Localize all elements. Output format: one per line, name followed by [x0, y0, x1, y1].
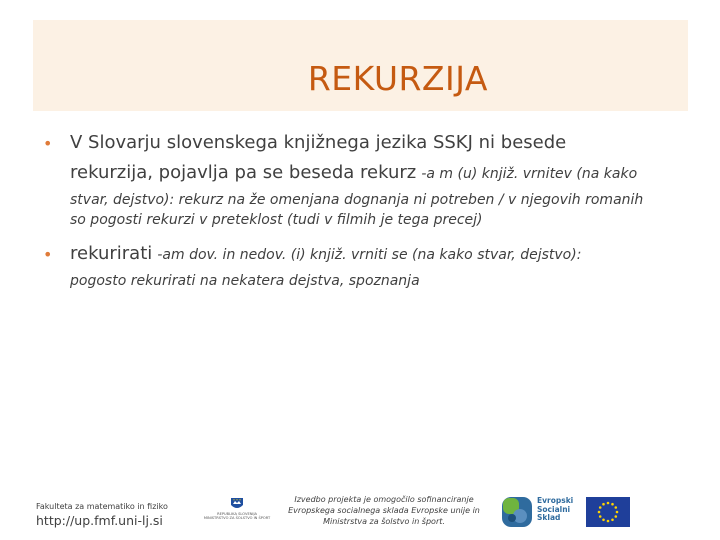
slide-title: REKURZIJA	[307, 59, 488, 98]
eu-flag	[586, 497, 630, 527]
bullet-1-line-3: stvar, dejstvo): rekurz na že omenjana dognanja ni potreben / v njegovih romanih	[70, 192, 644, 208]
eu-star-icon	[599, 506, 602, 509]
eu-star-icon	[599, 515, 602, 518]
bullet-1-line-2	[70, 160, 700, 186]
esf-emblem-icon	[500, 496, 534, 528]
bullet-2-line-1	[70, 241, 700, 267]
bullet-1-line-4: so pogosti rekurzi v preteklost (tudi v filmih je tega precej)	[70, 212, 483, 228]
funding-line-1: Izvedbo projekta je omogočilo sofinanciranje	[294, 495, 474, 504]
bullet-2-line-2: pogosto rekurirati na nekatera dejstva, spoznanja	[70, 273, 420, 289]
eu-star-icon	[598, 511, 601, 514]
eu-star-icon	[614, 506, 617, 509]
bullet-marker: •	[43, 245, 53, 264]
eu-star-icon	[607, 520, 610, 523]
bullet-1-line-2-main: rekurzija, pojavlja pa se beseda rekurz	[70, 162, 417, 183]
eu-star-icon	[611, 518, 614, 521]
esf-line-1: Evropski	[537, 496, 574, 505]
esf-logo	[500, 496, 534, 528]
esf-wordmark	[537, 497, 573, 523]
slovenia-coat-of-arms-icon	[198, 496, 276, 512]
bullet-2-line-1-main: rekurirati	[70, 243, 153, 264]
eu-star-icon	[607, 502, 610, 505]
bullet-1-line-1: V Slovarju slovenskega knjižnega jezika SSKJ ni besede	[70, 132, 567, 153]
bullet-marker: •	[43, 134, 53, 153]
funding-line-3: Ministrstva za šolstvo in šport.	[323, 517, 445, 526]
eu-star-icon	[602, 503, 605, 506]
ministry-line-1: REPUBLIKA SLOVENIJA	[217, 512, 257, 516]
eu-flag-icon	[586, 497, 630, 527]
eu-star-icon	[602, 518, 605, 521]
bullet-1-line-2-italic: -a m (u) knjiž. vrnitev (na kako	[421, 166, 638, 182]
esf-line-3: Sklad	[537, 513, 561, 522]
faculty-url: http://up.fmf.uni-lj.si	[36, 513, 163, 528]
esf-line-2: Socialni	[537, 504, 571, 514]
funding-statement	[284, 494, 484, 527]
eu-star-icon	[616, 511, 619, 514]
eu-star-icon	[611, 503, 614, 506]
ministry-line-2: MINISTRSTVO ZA ŠOLSTVO IN ŠPORT	[203, 516, 271, 521]
eu-star-icon	[614, 515, 617, 518]
ministry-text	[198, 512, 276, 521]
funding-line-2: Evropskega socialnega sklada Evropske unije in	[288, 506, 480, 515]
faculty-name: Fakulteta za matematiko in fiziko	[36, 502, 168, 511]
bullet-2-line-1-italic: -am dov. in nedov. (i) knjiž. vrniti se (na kako stvar, dejstvo):	[157, 247, 582, 263]
